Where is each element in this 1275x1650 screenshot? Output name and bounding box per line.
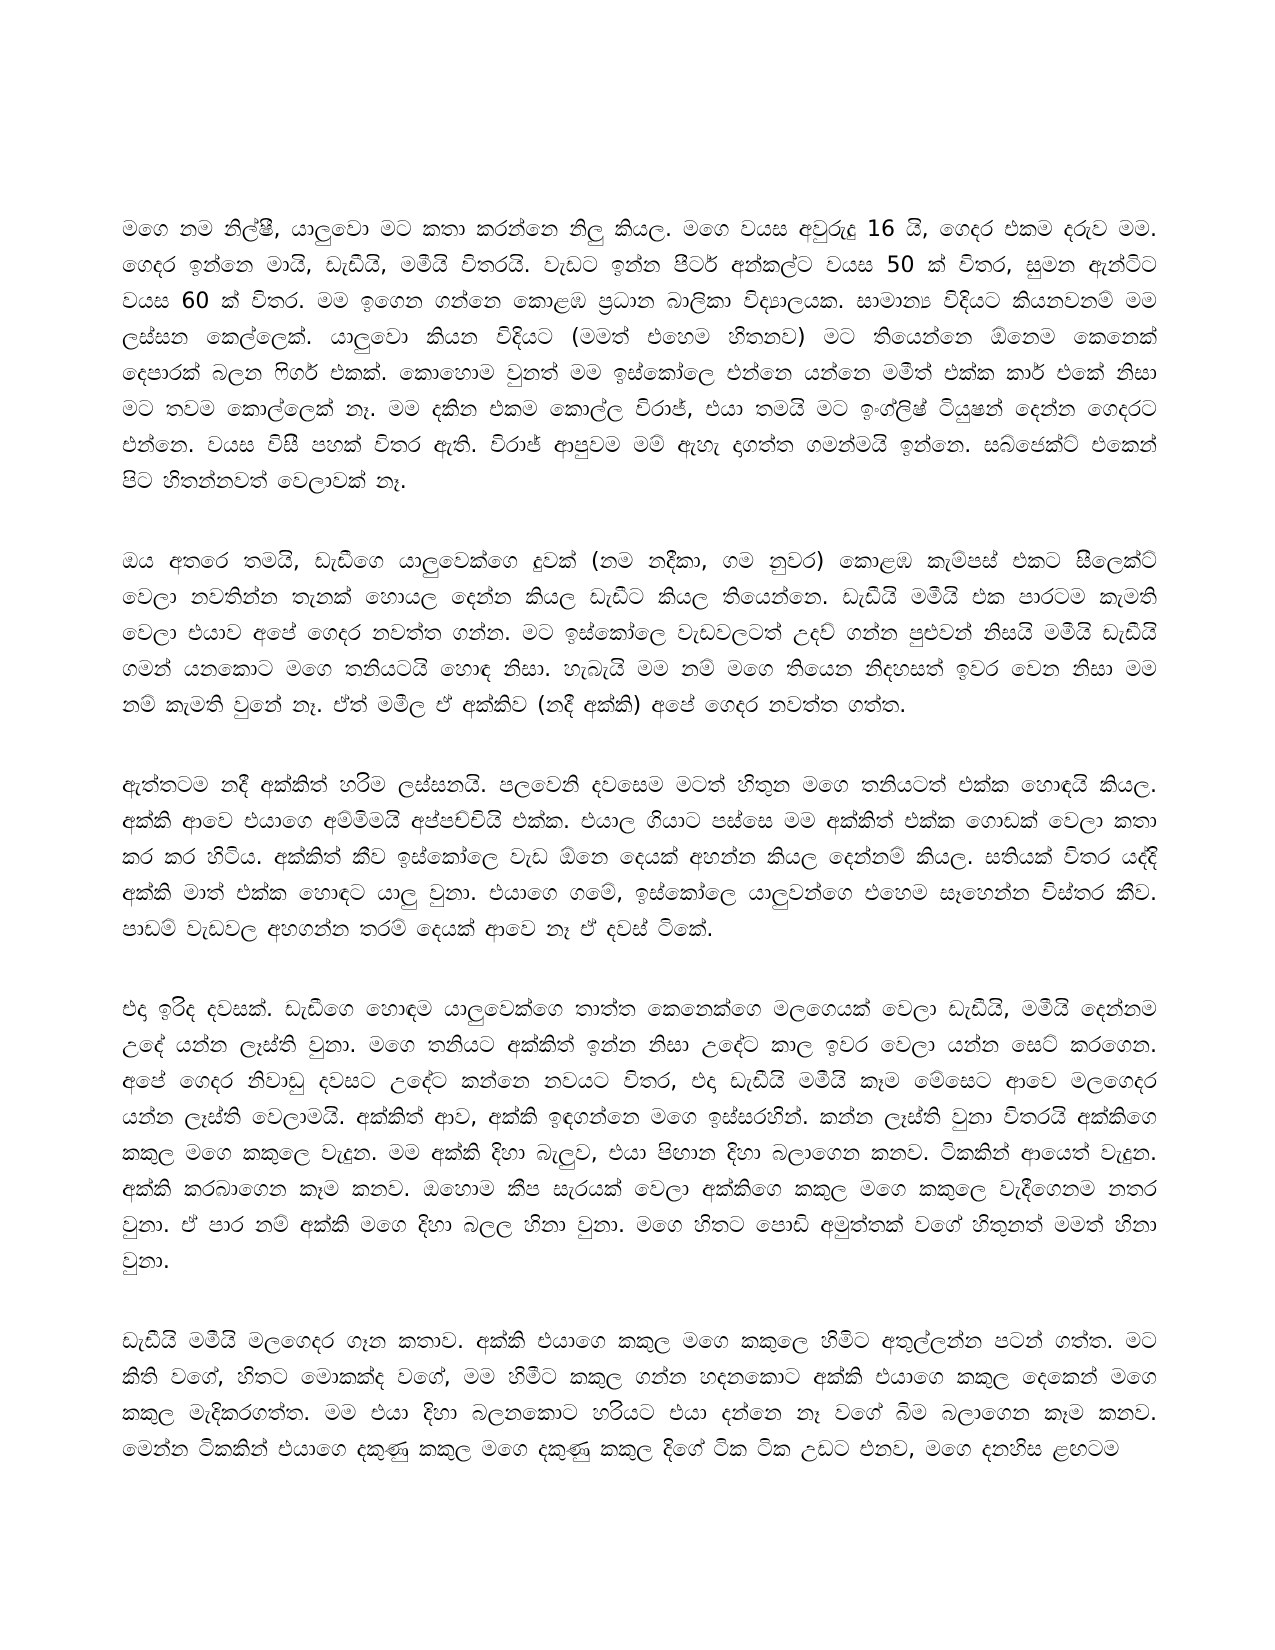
paragraph-5: ඩැඩීයි මමීයි මලගෙදර ගෑන කතාව. අක්කි එයාගෙ කකුල මගෙ කකුලෙ හිමිට අතුල්ලන්න පටන් ගත්ත. මට කිති වගේ, හිතට මොකක්ද වගේ, මම හිමීට කකුල ගන්න හදනකොට අක්කි එයාගෙ කකුල දෙකෙන් මගෙ කකුල මැදිකරගත්ත. මම එයා දිහා බලනකොට හරියට එයා දන්නෙ නෑ වගේ බිම බලාගෙන කෑම කනව. මෙන්න ටිකකින් එයාගෙ දකුණු කකුල මගෙ දකුණු කකුල දිගේ ටික ටික උඩට එනව, මගෙ දනහිස ළඟටම — [122, 1329, 1157, 1462]
paragraph-3: ඇත්තටම නදී අක්කිත් හරිම ලස්සනයි. පලවෙනි දවසෙම මටත් හිතුන මගෙ තනියටත් එක්ක හොඳයි කියල. අක්කි ආවෙ එයාගෙ අම්මිමයි අප්පච්චියි එක්ක. එයාල ගියාට පස්සෙ මම අක්කිත් එක්ක ගොඩක් වෙලා කතා කර කර හිටිය. අක්කිත් කීව ඉස්කෝලෙ වැඩ ඕනෙ දෙයක් අහන්න කියල දෙන්නම් කියල. සතියක් විතර යද්දි අක්කි මාත් එක්ක හොඳට යාලු වුනා. එයාගෙ ගමේ, ඉස්කෝලෙ යාලුවන්ගෙ එහෙම සෑහෙන්න විස්තර කීව. පාඩම් වැඩවල අහගන්න තරම් දෙයක් ආවෙ නෑ ඒ දවස් ටිකේ. — [122, 773, 1157, 942]
paragraph-1: මගෙ නම නිල්ෂී, යාලුවො මට කතා කරන්නෙ නිලු කියල. මගෙ වයස අවුරුදු 16 යි, ගෙදර එකම දරුව මම. ගෙදර ඉන්නෙ මායි, ඩැඩීයි, මමීයි විතරයි. වැඩට ඉන්න පීටර් අන්කල්ට වයස 50 ක් විතර, සුමන ඇන්ටිට වයස 60 ක් විතර. මම ඉගෙන ගන්නෙ කොළඹ ප්‍රධාන බාලිකා විද්‍යාලයක. සාමාන්‍ය විදියට කියනවනම් මම ලස්සන කෙල්ලෙක්. යාලුවො කියන විදියට (මමත් එහෙම හිතනව) මට තියෙන්නෙ ඕනෙම කෙනෙක් දෙපාරක් බලන ෆිගර් එකක්. කොහොම වුනත් මම ඉස්කෝලෙ එන්නෙ යන්නෙ මමීත් එක්ක කාර් එකේ නිසා මට තවම කොල්ලෙක් නෑ. මම දකින එකම කොල්ල විරාජ්, එයා තමයි මට ඉංග්ලිෂ් ටියුෂන් දෙන්න ගෙදරට එන්නෙ. වයස විසී පහක් විතර ඇති. විරාජ් ආපුවම මම් ඇහැ දාගත්ත ගමන්මයි ඉන්නෙ. සබ්ජෙක්ට් එකෙන් පිට හිතන්නවත් වෙලාවක් නෑ. — [122, 217, 1157, 494]
document-text-block — [122, 212, 1157, 1468]
paragraph-4: එදා ඉරිද දවසක්. ඩැඩීගෙ හොඳම යාලුවෙක්ගෙ තාත්ත කෙනෙක්ගෙ මලගෙයක් වෙලා ඩැඩීයි, මමීයි දෙන්නම උදේ යන්න ලෑස්ති වුනා. මගෙ තනියට අක්කිත් ඉන්න නිසා උදේට කාල ඉවර වෙලා යන්න සෙට් කරගෙන. අපේ ගෙදර නිවාඩු දවසට උදේට කන්නෙ නවයට විතර, එදා ඩැඩීයි මමීයි කෑම මේසෙට ආවෙ මලගෙදර යන්න ලෑස්ති වෙලාමයි. අක්කිත් ආව, අක්කි ඉඳගන්නෙ මගෙ ඉස්සරහින්. කන්න ලෑස්ති වුනා විතරයි අක්කිගෙ කකුල මගෙ කකුලෙ වැදුන. මම අක්කි දිහා බැලුව, එයා පිඟාන දිහා බලාගෙන කනව. ටිකකින් ආයෙත් වැදුන. අක්කි කරබාගෙන කෑම කනව. ඔහොම කීප සැරයක් වෙලා අක්කිගෙ කකුල මගෙ කකුලෙ වැදීගෙනම නතර වුනා. ඒ පාර නම් අක්කි මගෙ දිහා බලල හිනා වුනා. මගෙ හිතට පොඩි අමුත්තක් වගේ හිතුනත් මමත් හිනා වුනා. — [122, 997, 1158, 1274]
paragraph-2: ඔය අතරෙ තමයි, ඩැඩීගෙ යාලුවෙක්ගෙ දුවක් (නම නදීකා, ගම නුවර) කොළඹ කැම්පස් එකට සීලෙක්ට් වෙලා නවතින්න තැනක් හොයල දෙන්න කියල ඩැඩීට කියල තියෙන්නෙ. ඩැඩීයි මමීයි එක පාරටම කැමති වෙලා එයාව අපේ ගෙදර නවත්ත ගන්න. මට ඉස්කෝලෙ වැඩවලටත් උදව් ගන්න පුළුවන් නිසයි මමීයි ඩැඩීයි ගමන් යනකොට මගෙ තනියටයි හොඳ නිසා. හැබැයි මම නම් මගෙ තියෙන නිදහසත් ඉවර වෙන නිසා මම නම් කැමති වුනේ නෑ. ඒත් මමීල ඒ අක්කිව (නදී අක්කි) අපේ ගෙදර නවත්ත ගත්ත. — [122, 549, 1157, 718]
